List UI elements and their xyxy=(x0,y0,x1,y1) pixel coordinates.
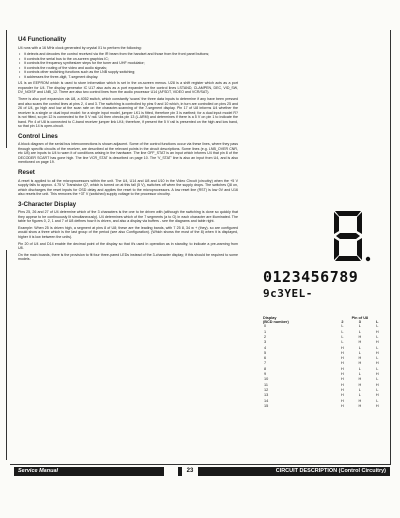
table-cell: H xyxy=(358,335,362,339)
table-cell: 13 xyxy=(264,393,269,398)
paragraph: Pins 25, 26 and 27 of U4 determine which of the 3 characters is the one to be driven with (although the switching is done so quickly that they appear to be continuously lit simultaneously). U4 determines which of the 7 segments (a to G) in each character are illuminated. The table for figures 0, 2, 1 and 7 of U8 defines how it is driven, and also a display via buffers - see the diagrams and table right. xyxy=(18,210,238,224)
table-cell: 14 xyxy=(264,398,269,403)
table-cell: L xyxy=(341,335,344,339)
table-cell: H xyxy=(341,382,344,387)
table-cell: H xyxy=(375,329,379,334)
section-control-lines xyxy=(18,133,238,165)
table-cell: H xyxy=(341,372,344,377)
column-header-pin: Pin of U8 xyxy=(351,316,369,320)
table-cell: L xyxy=(376,387,379,392)
table-cell: H xyxy=(341,356,344,361)
pin-header: L xyxy=(376,320,379,325)
bullet-item: • it controls other switching functions such as the LNB supply switching; xyxy=(18,70,238,75)
table-cell: H xyxy=(358,382,362,387)
table-cell: H xyxy=(375,372,379,377)
table-cell: H xyxy=(341,377,344,382)
table-cell: 3 xyxy=(264,340,267,345)
paragraph: On the main boards, there is the provision to fit four three-pared LEDs instead of the 3-character display; if this should be required to some models. xyxy=(18,252,238,262)
segment-d xyxy=(335,256,361,261)
bullet-item: • it controls the frequency synthesizer steps for the tuner and UHF modulator; xyxy=(18,61,238,66)
section-heading: Control Lines xyxy=(18,132,58,140)
paragraph: Pin 20 of U4 and D14 enable the decimal point of the display so that it's used in operation as in standby, to indicate a pre-warning from U8. xyxy=(18,241,238,251)
footer-manual-label: Service Manual xyxy=(18,468,59,474)
table-cell: 0 xyxy=(264,324,267,329)
table-cell: 12 xyxy=(264,387,269,392)
text-column xyxy=(18,36,238,264)
table-cell: H xyxy=(358,377,362,382)
bullet-item: • it controls the routing of the video and audio signals; xyxy=(18,66,238,71)
table-cell: 10 xyxy=(264,377,269,382)
section-heading: Reset xyxy=(18,169,35,177)
section-char-display xyxy=(18,201,238,262)
table-cell: L xyxy=(341,329,344,334)
footer-manual-bar xyxy=(14,467,164,476)
segment-b xyxy=(357,212,362,234)
paragraph: A reset is applied to all the microprocessors within the unit. The U4, U14 and U8 and U10 in the Video Circuit (circuitry) when the +5 V supply falls to approx. 4.75 V. Transistor Q7, which is turned on at this fall (5 V), switches off when the supply drops. The switches Q8 on, which discharges the reset inputs for OSD delay and applies the reset to the microprocessors. A low reset line (RST) is low 0V and U16 also resets the unit. This removes the +3T V (switched) supply voltage to the processor circuitry. xyxy=(18,178,238,197)
table-cell: 5 xyxy=(264,350,267,355)
section-functionality xyxy=(18,36,238,129)
seven-segment-figure xyxy=(262,208,382,264)
table-cell: L xyxy=(358,345,361,350)
paragraph: U4 runs with a 16 MHz clock generated by crystal X1 to perform the following: xyxy=(18,45,142,50)
table-cell: H xyxy=(358,361,362,366)
section-heading: U4 Functionality xyxy=(18,36,67,43)
bullet-item: • it detects and decodes the control received via the IR beam from the handset and those from the front panel buttons; xyxy=(18,52,238,57)
table-cell: H xyxy=(375,382,379,387)
segment-e xyxy=(334,238,339,260)
table-cell: H xyxy=(375,350,379,355)
table-cell: L xyxy=(358,329,361,334)
paragraph: There is also port expansion via U8, a 4052 switch, which constantly 'scans' the three data inputs to determine if any have been pressed and also scans the control lines at pins 2, 4 and 3. The switching is controlled by pins 9 and 10 which, in turn are controlled on pins 25 and 26 of U4, go high and low at the scan rate on the character-scanning of the 7-segment display. Pin 17 of U8 informs U4 whether the receiver is a single or dual input model: for a single input model, jumper LK1 is fitted, therefore pin 3 is earthed; for a dual input model R? is not fitted, so pin 12 is connected to the 5 V rail. U4 then checks pin 13 (L.ARM) and determines if there is a 5 V on pin 1 to indicate the band. Pin 4 of U8 is connected to C-band receiver jumper link LK4; therefore, if present the 5 V rail is presented on the high and low band, so that pin 14 is open-circuit. xyxy=(18,96,238,129)
table-cell: H xyxy=(375,393,379,398)
pin-header: 3 xyxy=(358,320,361,325)
margin-rule-top xyxy=(6,30,7,148)
segment-letters-sample: 9c3YEL- xyxy=(263,287,313,300)
table-cell: H xyxy=(341,345,344,350)
column-header-display: Display xyxy=(263,316,277,320)
segment-g xyxy=(336,233,360,239)
segment-digits-sample: 0123456789 xyxy=(263,268,359,286)
table-cell: L xyxy=(358,372,361,377)
footer-section-title: CIRCUIT DESCRIPTION (Control Circuitry) xyxy=(275,468,386,474)
column-subheader: (BCD number) xyxy=(263,320,289,325)
pin-table-body xyxy=(262,324,386,409)
table-cell: 9 xyxy=(264,372,267,377)
table-cell: H xyxy=(358,356,362,361)
table-cell: L xyxy=(376,345,379,350)
table-cell: L xyxy=(376,324,379,329)
page-number: 23 xyxy=(182,467,198,476)
table-cell: 11 xyxy=(264,382,268,387)
margin-rule-mid xyxy=(6,250,7,460)
table-cell: H xyxy=(358,398,362,403)
table-cell: L xyxy=(341,324,344,329)
bullet-list xyxy=(18,52,238,79)
paragraph: U1 is an EEPROM which is used to store information which is set in the on-screen menus. U28 is a shift register which acts as a port expander for U4. The display generator IC U17 also acts as a port expander for the control lines LSTAND, CLAMPEN, DEC, VID_SW, DV_NOISF and LNB_12. There are also two control lines from the audio processor U14 (AFSDT, VIDEO and VCR/SAT). xyxy=(18,81,238,95)
table-cell: L xyxy=(358,366,361,371)
pin-truth-table xyxy=(262,316,386,409)
table-cell: H xyxy=(341,398,344,403)
table-cell: 15 xyxy=(264,403,269,408)
table-cell: H xyxy=(341,350,344,355)
section-heading: 3-Character Display xyxy=(18,200,77,208)
table-cell: 8 xyxy=(264,366,267,371)
segment-c xyxy=(357,238,362,260)
bullet-item: • it controls the serial bus to the on-screen graphics IC; xyxy=(18,57,238,62)
segment-a xyxy=(335,211,361,216)
table-cell: L xyxy=(341,340,344,345)
footer-rule xyxy=(10,464,391,465)
segment-digit-diagram xyxy=(334,211,370,261)
footer-section-bar xyxy=(178,467,390,476)
section-reset xyxy=(18,169,238,197)
table-cell: L xyxy=(358,387,361,392)
table-cell: L xyxy=(358,324,361,329)
table-cell: L xyxy=(358,350,361,355)
segment-f xyxy=(334,212,339,234)
margin-rule-right xyxy=(390,30,391,464)
table-cell: L xyxy=(376,377,379,382)
table-cell: H xyxy=(341,403,344,408)
table-cell: 4 xyxy=(264,345,267,350)
table-cell: 7 xyxy=(264,361,267,366)
table-row xyxy=(262,404,386,409)
table-cell: L xyxy=(376,398,379,403)
table-cell: H xyxy=(358,340,362,345)
table-cell: H xyxy=(375,361,379,366)
bullet-item: • it addresses the three-digit, 7-segment display. xyxy=(18,75,238,80)
table-cell: 1 xyxy=(264,329,267,334)
table-cell: H xyxy=(375,340,379,345)
decimal-point xyxy=(366,257,370,261)
table-cell: L xyxy=(376,366,379,371)
table-cell: H xyxy=(341,361,344,366)
table-cell: 6 xyxy=(264,356,267,361)
table-cell: H xyxy=(341,366,344,371)
table-cell: H xyxy=(341,393,344,398)
pin-header: 2 xyxy=(341,320,344,325)
table-cell: L xyxy=(358,393,361,398)
paragraph: A block diagram of the serial bus interconnections is shown adjacent. Some of the control functions occur via these lines, where they pass through specific circuits of the receiver, are described at the relevant points in the circuit descriptions. Some lines (e.g. LNB_OVER CNR, etc U8) are inputs to U4 to warn it of conditions arising in the hardware. The line OFF_STAT is an input which informs U4 that pin 8 of the DECODER SCART has gone high. The line VCR_STAT is described on page 10. The 'V_STAT' line is also an input from U4, and is also mentioned on page 19. xyxy=(18,142,238,165)
table-cell: H xyxy=(358,403,362,408)
table-cell: 2 xyxy=(264,335,267,339)
table-cell: H xyxy=(341,387,344,392)
table-cell: H xyxy=(375,403,379,408)
table-cell: L xyxy=(376,335,379,339)
table-cell: L xyxy=(376,356,379,361)
paragraph: Example: When 25 is driven high, a segment at pins 8 of U8; these are the leading bands, with 7 25 8, 34 w + (they). so are configured would show a three which is the last group of the period (see also Configuration). (Which shows the most of the 8) when it is displayed, higher it is low between the units). xyxy=(18,225,238,239)
